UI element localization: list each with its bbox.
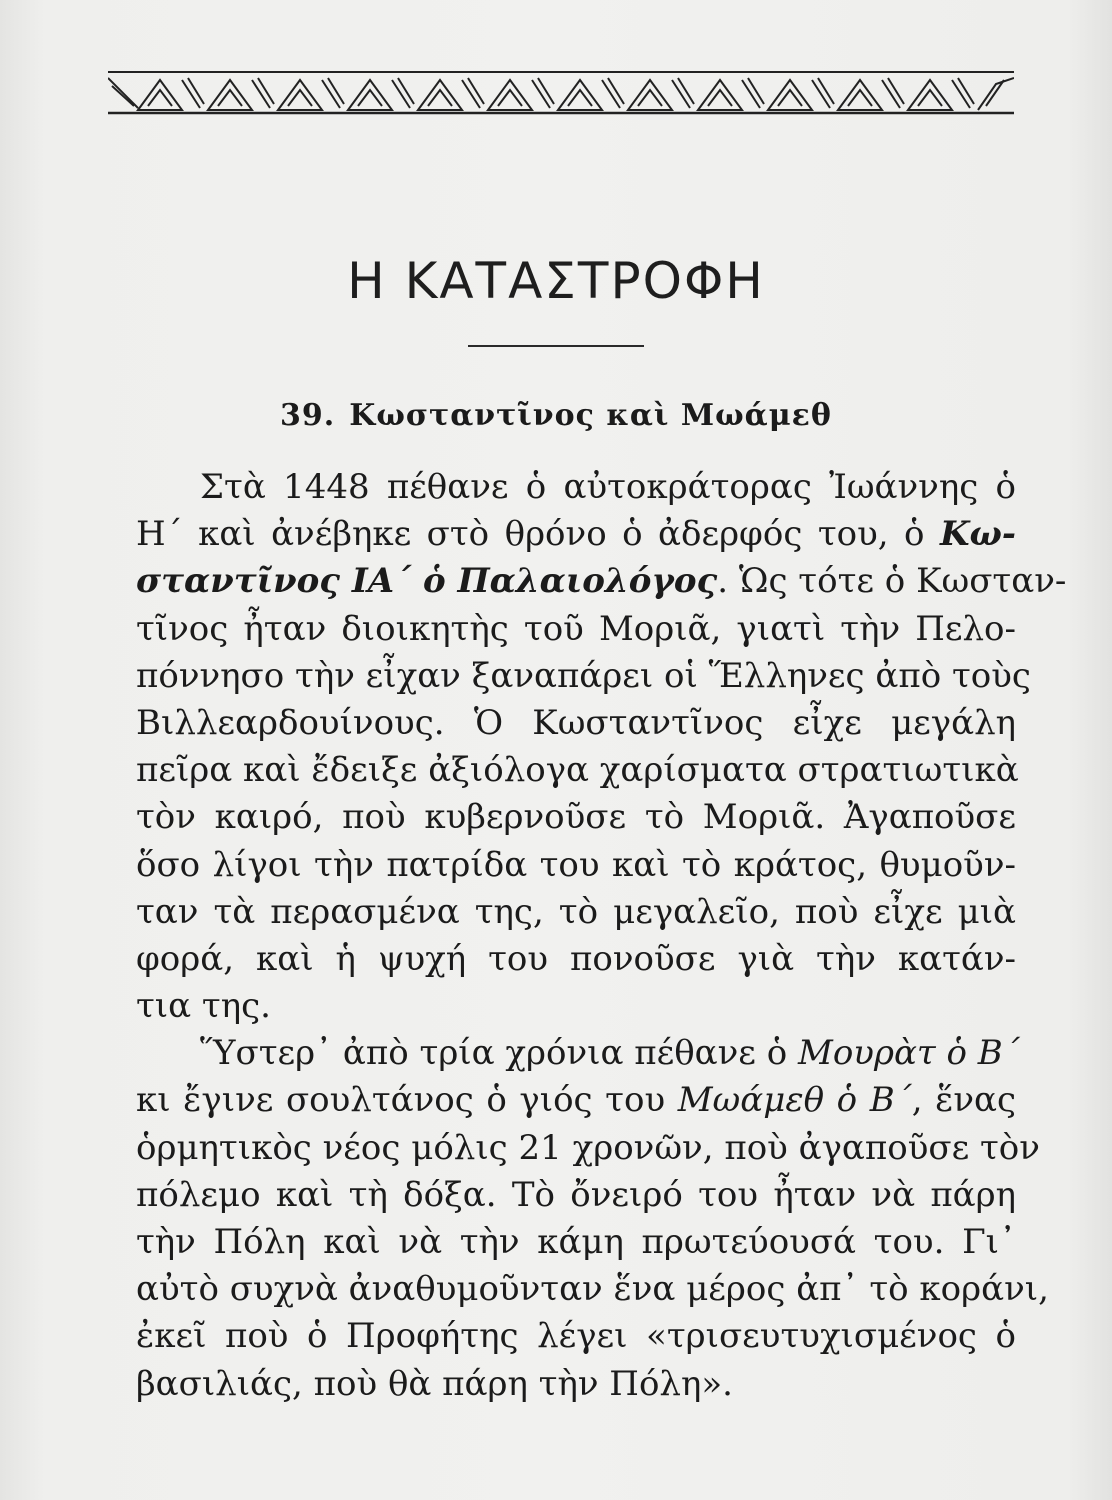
text-line: Βιλλεαρδουίνους. Ὁ Κωσταντῖνος εἶχε μεγάλη	[136, 702, 1016, 743]
text-line: τῖνος ἦταν διοικητὴς τοῦ Μοριᾶ, γιατὶ τὴν Πελο-	[136, 608, 1016, 649]
text-line: ὅσο λίγοι τὴν πατρίδα του καὶ τὸ κράτος, θυμοῦν-	[136, 844, 1016, 885]
text-run: , ἕνας	[911, 1080, 1016, 1121]
section-number: 39.	[280, 398, 336, 433]
text-line: φορά, καὶ ἡ ψυχή του πονοῦσε γιὰ τὴν κατάν-	[136, 938, 1016, 979]
text-line: ταν τὰ περασμένα της, τὸ μεγαλεῖο, ποὺ εἶχε μιὰ	[136, 891, 1016, 932]
greek-key-border-ornament	[108, 70, 1014, 116]
text-line: αὐτὸ συχνὰ ἀναθυμοῦνταν ἕνα μέρος ἀπ᾽ τὸ κοράνι,	[136, 1269, 1049, 1310]
text-line: ὁρμητικὸς νέος μόλις 21 χρονῶν, ποὺ ἀγαποῦσε τὸν	[136, 1127, 1040, 1168]
emphasized-name: Μουρὰτ ὁ Β΄	[798, 1033, 1020, 1074]
text-line	[136, 511, 1016, 558]
text-run: κι ἔγινε σουλτάνος ὁ γιός του	[136, 1080, 678, 1121]
chapter-title: Η ΚΑΤΑΣΤΡΟΦΗ	[347, 252, 765, 310]
text-line: πόλεμο καὶ τὴ δόξα. Τὸ ὄνειρό του ἦταν νὰ πάρη	[136, 1174, 1016, 1215]
text-run: . Ὡς τότε ὁ Κωσταν-	[717, 561, 1067, 602]
text-line: πεῖρα καὶ ἔδειξε ἀξιόλογα χαρίσματα στρατιωτικὰ	[136, 750, 1019, 791]
text-line: τὸν καιρό, ποὺ κυβερνοῦσε τὸ Μοριᾶ. Ἀγαποῦσε	[136, 797, 1016, 838]
section-heading	[0, 398, 1112, 433]
text-line: ἐκεῖ ποὺ ὁ Προφήτης λέγει «τρισευτυχισμένος ὁ	[136, 1316, 1016, 1357]
text-line: βασιλιάς, ποὺ θὰ πάρη τὴν Πόλη».	[136, 1363, 733, 1404]
text-run: Η΄ καὶ ἀνέβηκε στὸ θρόνο ὁ ἀδερφός του, ὁ	[136, 514, 940, 555]
text-line: πόννησο τὴν εἶχαν ξαναπάρει οἱ Ἕλληνες ἀπὸ τοὺς	[136, 655, 1031, 696]
body-text	[136, 464, 1067, 1408]
text-line: τια της.	[136, 986, 271, 1027]
emphasized-name: σταντῖνος ΙΑ΄ ὁ Παλαιολόγος	[136, 561, 718, 602]
emphasized-name: Μωάμεθ ὁ Β΄	[677, 1080, 912, 1121]
text-line	[136, 558, 1067, 605]
emphasized-name: Κω-	[939, 514, 1016, 555]
section-title: Κωσταντῖνος καὶ Μωάμεθ	[349, 398, 832, 433]
title-divider	[468, 345, 644, 347]
text-line: τὴν Πόλη καὶ νὰ τὴν κάμη πρωτεύουσά του. Γι᾽	[136, 1222, 1016, 1262]
text-line	[136, 1077, 1016, 1124]
text-line: Στὰ 1448 πέθανε ὁ αὐτοκράτορας Ἰωάννης ὁ	[200, 467, 1016, 507]
text-run: Ὕστερ᾽ ἀπὸ τρία χρόνια πέθανε ὁ	[200, 1033, 798, 1074]
text-line	[136, 1030, 1020, 1077]
